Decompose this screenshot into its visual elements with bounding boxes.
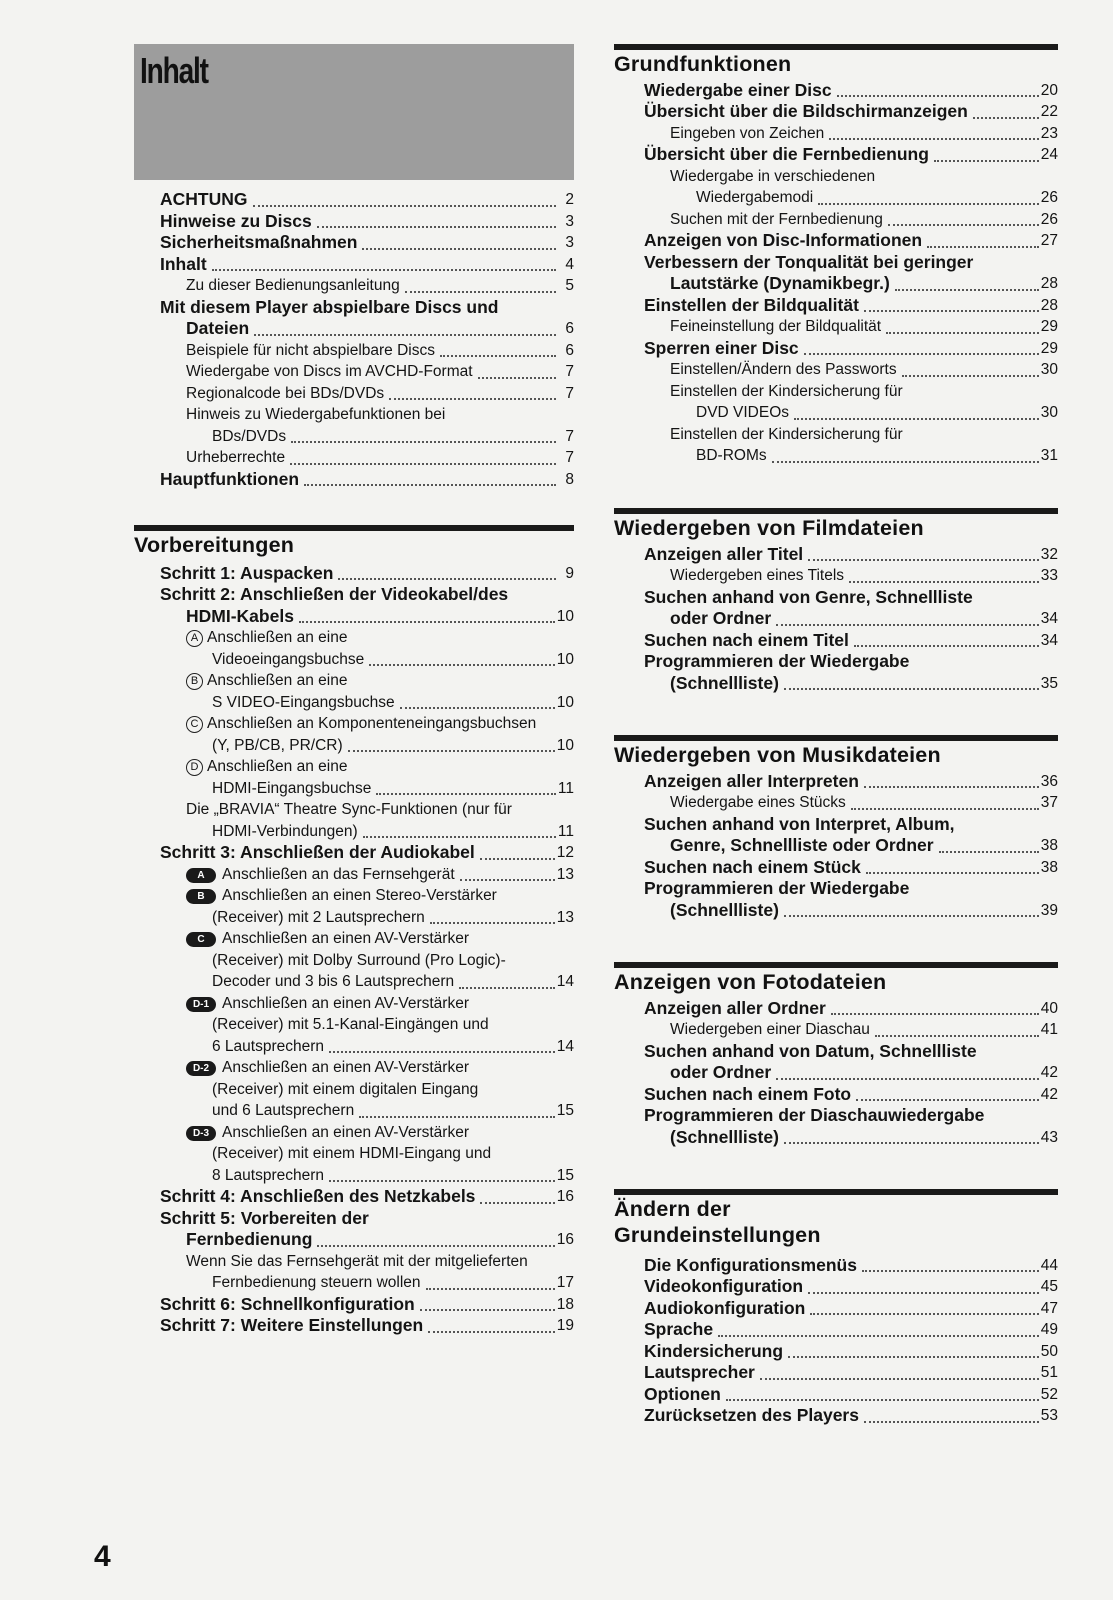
toc-entry[interactable]: Wiedergabe einer Disc 20 [644, 79, 1058, 100]
toc-entry[interactable]: Dateien 6 [186, 318, 574, 338]
connection-badge-icon: D-3 [186, 1126, 216, 1141]
title-block [134, 44, 574, 180]
toc-entry-line[interactable]: (Receiver) mit Dolby Surround (Pro Logic)- [212, 951, 506, 969]
toc-entry-heading-line[interactable]: C Anschließen an Komponenteneingangsbuchsen [134, 713, 574, 735]
toc-entry-heading-line[interactable]: D-2 Anschließen an einen AV-Verstärker [134, 1057, 574, 1079]
toc-entry-heading-line[interactable]: D-3 Anschließen an einen AV-Verstärker [134, 1122, 574, 1144]
toc-entry[interactable]: Übersicht über die Fernbedienung 24 [644, 144, 1058, 165]
toc-entry[interactable]: BD-ROMs 31 [696, 447, 1058, 465]
toc-entry[interactable]: (Schnellliste) 35 [670, 672, 1058, 693]
section-title-line: Grundeinstellungen [614, 1222, 821, 1247]
toc-entry[interactable]: Suchen nach einem Titel 34 [644, 629, 1058, 650]
toc-entry[interactable]: HDMI-Kabels 10 [186, 605, 574, 626]
toc-entry[interactable]: Sperren einer Disc 29 [644, 337, 1058, 358]
section-title: Wiedergeben von Musikdateien [614, 743, 941, 767]
toc-entry[interactable]: 8 Lautsprechern 15 [212, 1166, 574, 1184]
toc-entry[interactable]: Zu dieser Bedienungsanleitung 5 [186, 277, 574, 294]
toc-entry[interactable]: Videokonfiguration 45 [644, 1276, 1058, 1297]
toc-entry-heading-line[interactable]: C Anschließen an einen AV-Verstärker [134, 928, 574, 950]
toc-entry[interactable]: Wiedergeben einer Diaschau 41 [670, 1021, 1058, 1039]
section-grundeinstellungen [614, 1189, 1058, 1427]
section-title: Grundfunktionen [614, 52, 792, 76]
toc-entry[interactable]: und 6 Lautsprechern 15 [212, 1102, 574, 1120]
toc-entry[interactable]: Suchen mit der Fernbedienung 26 [670, 210, 1058, 228]
toc-entry[interactable]: Wiedergeben eines Titels 33 [670, 567, 1058, 585]
toc-entry[interactable]: Decoder und 3 bis 6 Lautsprechern 14 [212, 973, 574, 991]
toc-entry[interactable]: Schritt 3: Anschließen der Audiokabel 12 [160, 842, 574, 863]
toc-entry[interactable]: BDs/DVDs 7 [212, 427, 574, 445]
toc-entry[interactable]: Einstellen/Ändern des Passworts 30 [670, 361, 1058, 379]
toc-entry[interactable]: Optionen 52 [644, 1383, 1058, 1404]
toc-entry[interactable]: (Schnellliste) 39 [670, 899, 1058, 920]
section-title: Anzeigen von Fotodateien [614, 970, 887, 994]
toc-entry-heading-line[interactable]: D-1 Anschließen an einen AV-Verstärker [134, 993, 574, 1015]
toc-entry[interactable]: Anzeigen aller Interpreten 36 [644, 770, 1058, 791]
toc-entry[interactable]: Lautstärke (Dynamikbegr.) 28 [670, 273, 1058, 294]
connection-badge-icon: A [186, 868, 216, 883]
toc-entry[interactable]: Videoeingangsbuchse 10 [212, 650, 574, 668]
circled-letter-icon: A [186, 630, 203, 647]
toc-entry-heading-line[interactable]: Hinweis zu Wiedergabefunktionen bei [186, 406, 446, 423]
toc-entry[interactable]: HDMI-Eingangsbuchse 11 [212, 779, 574, 797]
section-grundfunktionen [614, 44, 1058, 467]
toc-entry-heading-line[interactable]: B Anschließen an einen Stereo-Verstärker [134, 885, 574, 907]
connection-badge-icon: B [186, 889, 216, 904]
toc-entry[interactable]: HDMI-Verbindungen) 11 [212, 822, 574, 840]
section-fotodateien [614, 962, 1058, 1148]
connection-badge-icon: D-1 [186, 997, 216, 1012]
page-number: 4 [94, 1540, 111, 1573]
toc-entry-line[interactable]: (Receiver) mit einem digitalen Eingang [212, 1080, 479, 1098]
toc-entry-heading-line[interactable]: Wenn Sie das Fernsehgerät mit der mitgelieferten [186, 1252, 528, 1270]
toc-entry[interactable]: Wiedergabemodi 26 [696, 189, 1058, 207]
toc-entry[interactable]: (Receiver) mit 2 Lautsprechern 13 [212, 908, 574, 926]
toc-entry[interactable]: Sicherheitsmaßnahmen 3 [160, 232, 574, 252]
toc-entry-heading-line[interactable]: Programmieren der Wiedergabe [644, 651, 910, 672]
section-filmdateien [614, 508, 1058, 694]
toc-entry[interactable]: Fernbedienung 16 [186, 1229, 574, 1250]
section-title: Vorbereitungen [134, 533, 295, 557]
toc-entry[interactable]: Beispiele für nicht abspielbare Discs 6 [186, 341, 574, 359]
toc-entry[interactable]: Einstellen der Bildqualität 28 [644, 294, 1058, 315]
toc-entry-heading-line[interactable]: A Anschließen an eine [134, 627, 574, 649]
toc-entry[interactable]: Fernbedienung steuern wollen 17 [212, 1274, 574, 1292]
toc-entry-heading-line[interactable]: Suchen anhand von Interpret, Album, [644, 813, 955, 834]
toc-entry[interactable]: Übersicht über die Bildschirmanzeigen 22 [644, 101, 1058, 122]
toc-entry[interactable]: Regionalcode bei BDs/DVDs 7 [186, 384, 574, 402]
toc-entry[interactable]: Schritt 7: Weitere Einstellungen 19 [160, 1315, 574, 1336]
toc-entry[interactable]: Hinweise zu Discs 3 [160, 210, 574, 231]
toc-entry[interactable]: Sprache 49 [644, 1319, 1058, 1340]
toc-entry-heading-line[interactable]: Einstellen der Kindersicherung für [670, 382, 903, 400]
toc-entry[interactable]: Audiokonfiguration 47 [644, 1297, 1058, 1318]
toc-entry[interactable]: (Y, PB/CB, PR/CR) 10 [212, 736, 574, 754]
toc-entry[interactable]: A Anschließen an das Fernsehgerät 13 [134, 864, 574, 886]
toc-entry[interactable]: Zurücksetzen des Players 53 [644, 1405, 1058, 1426]
toc-entry-heading-line[interactable]: Einstellen der Kindersicherung für [670, 425, 903, 443]
toc-entry-heading-line[interactable]: Schritt 2: Anschließen der Videokabel/des [160, 584, 509, 605]
toc-entry-heading-line[interactable]: Verbessern der Tonqualität bei geringer [644, 251, 974, 272]
circled-letter-icon: C [186, 716, 203, 733]
toc-entry-line[interactable]: (Receiver) mit 5.1-Kanal-Eingängen und [212, 1016, 489, 1034]
toc-entry[interactable]: Wiedergabe von Discs im AVCHD-Format 7 [186, 363, 574, 380]
toc-entry[interactable]: oder Ordner 34 [670, 608, 1058, 629]
toc-entry[interactable]: Anzeigen aller Ordner 40 [644, 997, 1058, 1018]
toc-entry-heading-line[interactable]: B Anschließen an eine [134, 670, 574, 692]
page-title: Inhalt [140, 50, 208, 91]
connection-badge-icon: C [186, 932, 216, 947]
toc-entry-heading-line[interactable]: Die „BRAVIA“ Theatre Sync-Funktionen (nur für [186, 801, 512, 819]
toc-entry[interactable]: DVD VIDEOs 30 [696, 404, 1058, 422]
section-title-line: Ändern der [614, 1197, 731, 1221]
toc-entry[interactable]: ACHTUNG 2 [160, 189, 574, 209]
toc-entry[interactable]: Lautsprecher 51 [644, 1362, 1058, 1383]
toc-entry[interactable]: Kindersicherung 50 [644, 1340, 1058, 1361]
toc-entry[interactable]: Suchen nach einem Foto 42 [644, 1083, 1058, 1104]
toc-entry-heading-line[interactable]: Suchen anhand von Genre, Schnellliste [644, 586, 973, 607]
toc-entry[interactable]: Schritt 4: Anschließen des Netzkabels 16 [160, 1186, 574, 1207]
section-musikdateien [614, 735, 1058, 921]
section-title: Wiedergeben von Filmdateien [614, 516, 924, 540]
toc-entry[interactable]: Wiedergabe eines Stücks 37 [670, 794, 1058, 812]
toc-entry[interactable]: Urheberrechte 7 [186, 449, 574, 466]
toc-entry[interactable]: oder Ordner 42 [670, 1062, 1058, 1083]
connection-badge-icon: D-2 [186, 1061, 216, 1076]
toc-entry[interactable]: Schritt 6: Schnellkonfiguration 18 [160, 1293, 574, 1314]
toc-entry[interactable]: Anzeigen von Disc-Informationen 27 [644, 230, 1058, 251]
toc-left-intro [134, 189, 574, 490]
toc-entry[interactable]: Hauptfunktionen 8 [160, 468, 574, 489]
toc-entry[interactable]: (Schnellliste) 43 [670, 1126, 1058, 1147]
circled-letter-icon: D [186, 759, 203, 776]
toc-entry[interactable]: S VIDEO-Eingangsbuchse 10 [212, 693, 574, 711]
toc-entry[interactable]: Suchen nach einem Stück 38 [644, 856, 1058, 877]
toc-entry-heading-line[interactable]: D Anschließen an eine [134, 756, 574, 778]
toc-entry-line[interactable]: (Receiver) mit einem HDMI-Eingang und [212, 1145, 492, 1163]
toc-entry[interactable]: 6 Lautsprechern 14 [212, 1037, 574, 1055]
circled-letter-icon: B [186, 673, 203, 690]
toc-entry[interactable]: Eingeben von Zeichen 23 [670, 124, 1058, 142]
section-vorbereitungen [134, 525, 574, 1337]
toc-entry-heading-line[interactable]: Programmieren der Wiedergabe [644, 878, 910, 899]
toc-entry[interactable]: Inhalt 4 [160, 253, 574, 274]
toc-entry-heading-line[interactable]: Wiedergabe in verschiedenen [670, 167, 876, 185]
toc-entry-heading-line[interactable]: Mit diesem Player abspielbare Discs und [160, 296, 499, 317]
toc-entry[interactable]: Genre, Schnellliste oder Ordner 38 [670, 835, 1058, 856]
toc-entry[interactable]: Anzeigen aller Titel 32 [644, 543, 1058, 564]
section-title [614, 1195, 1058, 1249]
toc-entry[interactable]: Schritt 1: Auspacken 9 [160, 562, 574, 583]
toc-entry-heading-line[interactable]: Suchen anhand von Datum, Schnellliste [644, 1040, 977, 1061]
toc-entry-heading-line[interactable]: Schritt 5: Vorbereiten der [160, 1207, 369, 1228]
toc-entry[interactable]: Die Konfigurationsmenüs 44 [644, 1254, 1058, 1275]
toc-entry[interactable]: Feineinstellung der Bildqualität 29 [670, 318, 1058, 336]
toc-entry-heading-line[interactable]: Programmieren der Diaschauwiedergabe [644, 1105, 985, 1126]
